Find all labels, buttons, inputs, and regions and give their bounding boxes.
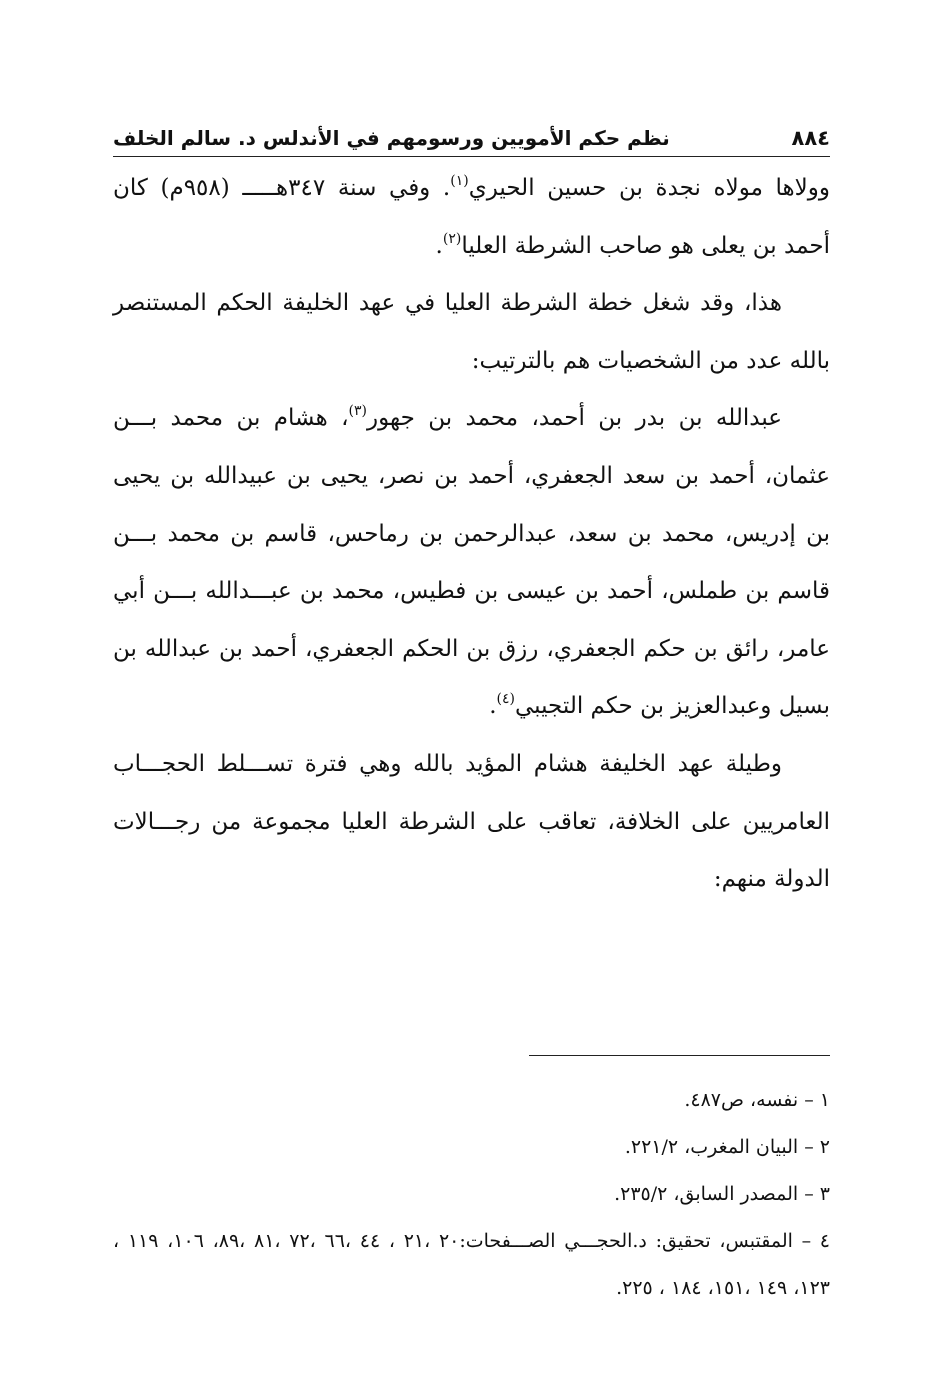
footnote-2: ٢ – البيان المغرب، ٢٢١/٢. [624, 1136, 830, 1158]
footnote-separator [529, 1055, 830, 1056]
paragraph-3 [113, 390, 830, 736]
header-title: نظم حكم الأمويين ورسومهم في الأندلس د. سالم الخلف [113, 126, 670, 150]
footnotes [113, 1077, 830, 1312]
paragraph-1-part-c: . [435, 232, 443, 259]
paragraph-1-part-a: وولاها مولاه نجدة بن حسين الحيري [468, 175, 830, 201]
footnote-1: ١ – نفسه، ص٤٨٧. [684, 1089, 830, 1111]
footnote-4: ٤ – المقتبس، تحقيق: د.الحجـــي الصـــفحات:٢٠ ،٢١ ، ٤٤ ،٦٦ ،٧٢ ،٨١ ،٨٩، ١٠٦، ١١٩ ، ١٢٣، ١٤٩ ،١٥١، ١٨٤ ، ٢٢٥. [113, 1230, 831, 1299]
paragraph-3-part-a: عبدالله بن بدر بن أحمد، محمد بن جهور [367, 405, 782, 432]
paragraph-3-part-c: . [489, 693, 497, 720]
footnote-ref-1[interactable]: (١) [450, 173, 469, 189]
paragraph-4: وطيلة عهد الخليفة هشام المؤيد بالله وهي فترة تســـلط الحجـــاب العامريين على الخلافة، تعاقب على الشرطة العليا مجموعة من رجـــالات الدولة منهم: [113, 750, 830, 893]
body-text [113, 160, 830, 909]
running-header [113, 120, 830, 157]
paragraph-1-part-b: . وفي سنة ٣٤٧هـــــ (٩٥٨م) كان أحمد بن يعلى هو صاحب الشرطة العليا [113, 175, 830, 259]
footnote-ref-3[interactable]: (٣) [348, 403, 367, 420]
footnote-ref-2[interactable]: (٢) [442, 230, 462, 247]
page-number: ٨٨٤ [791, 126, 830, 150]
paragraph-3-part-b: ، هشام بن محمد بـــن عثمان، أحمد بن سعد الجعفري، أحمد بن نصر، يحيى بن عبيدالله بن يحيى بن إدريس، محمد بن سعد، عبدالرحمن بن رماحس، قاسم بن محمد بـــن قاسم بن طملس، أحمد بن عيسى بن فطيس، محمد بن عبـــدالله بـــن أبي عامر، رائق بن حكم الجعفري، رزق بن الحكم الجعفري، أحمد بن عبدالله بن بسيل وعبدالعزيز بن حكم التجيبي [113, 405, 830, 720]
paragraph-2: هذا، وقد شغل خطة الشرطة العليا في عهد الخليفة الحكم المستنصر بالله عدد من الشخصيات هم بالترتيب: [113, 290, 830, 374]
footnote-ref-4[interactable]: (٤) [496, 691, 515, 708]
footnote-3: ٣ – المصدر السابق، ٢٣٥/٢. [614, 1183, 830, 1205]
paragraph-1 [113, 160, 830, 275]
